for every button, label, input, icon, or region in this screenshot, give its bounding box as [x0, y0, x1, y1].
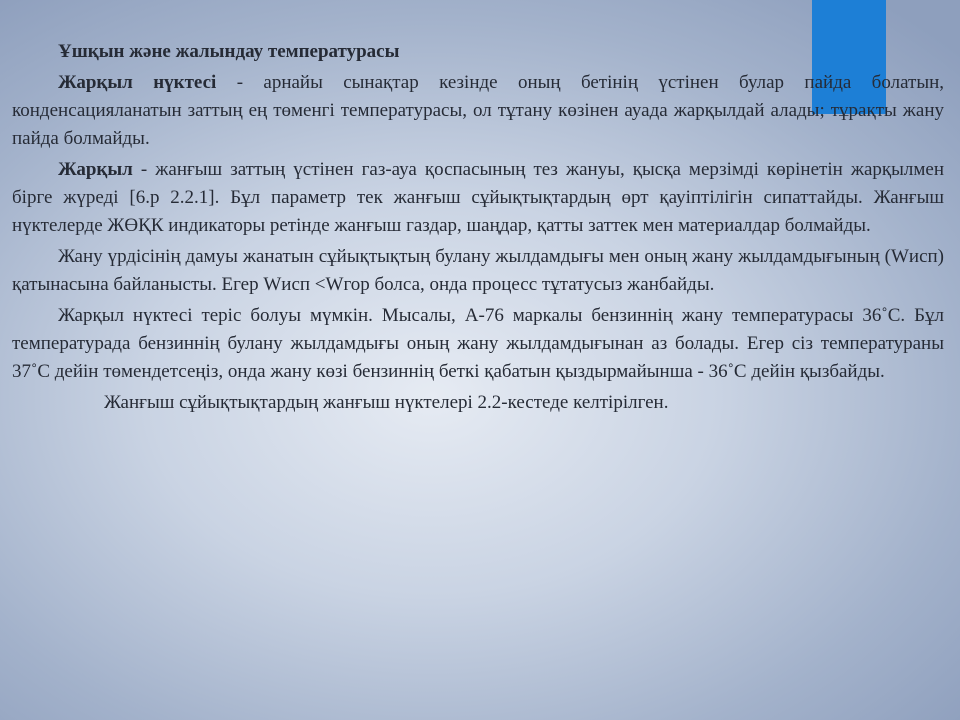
paragraph-flash [12, 156, 944, 240]
paragraph-flash-point [12, 69, 944, 153]
paragraph-flash-text: - жанғыш заттың үстінен газ-ауа қоспасының тез жануы, қысқа мерзімді көрінетін жарқылмен бірге жүреді [6.р 2.2.1]. Бұл параметр тек жанғыш сұйықтықтардың өрт қауіптілігін сипаттайды. Жанғыш нүктелерде ЖӨҚК индикаторы ретінде жанғыш газдар, шаңдар, қатты заттек мен материалдар болмайды. [12, 159, 944, 236]
term-flash: Жарқыл [58, 159, 133, 180]
slide-heading: Ұшқын және жалындау температурасы [58, 41, 400, 62]
paragraph-table-reference: Жанғыш сұйықтықтардың жанғыш нүктелері 2.2-кестеде келтірілген. [104, 392, 669, 413]
paragraph-combustion: Жану үрдісінің дамуы жанатын сұйықтықтың булану жылдамдығы мен оның жану жылдамдығының (Wисп) қатынасына байланысты. Егер Wисп <Wгор болса, онда процесс тұтатусыз жанбайды. [12, 246, 944, 295]
paragraph-example: Жарқыл нүктесі теріс болуы мүмкін. Мысалы, А-76 маркалы бензиннің жану температурасы 36˚С. Бұл температурада бензиннің булану жылдамдығы оның жану жылдамдығынан аз болады. Егер сіз температураны 37˚С дейін төмендетсеңіз, онда жану көзі бензиннің беткі қабатын қыздырмайынша - 36˚С дейін қызбайды. [12, 305, 944, 382]
paragraph-flash-point-text: - арнайы сынақтар кезінде оның бетінің үстінен булар пайда болатын, конденсацияланатын заттың ең төменгі температурасы, ол тұтану көзінен ауада жарқылдай алады; тұрақты жану пайда болмайды. [12, 72, 944, 149]
term-flash-point: Жарқыл нүктесі [58, 72, 217, 93]
slide-text [12, 38, 944, 420]
